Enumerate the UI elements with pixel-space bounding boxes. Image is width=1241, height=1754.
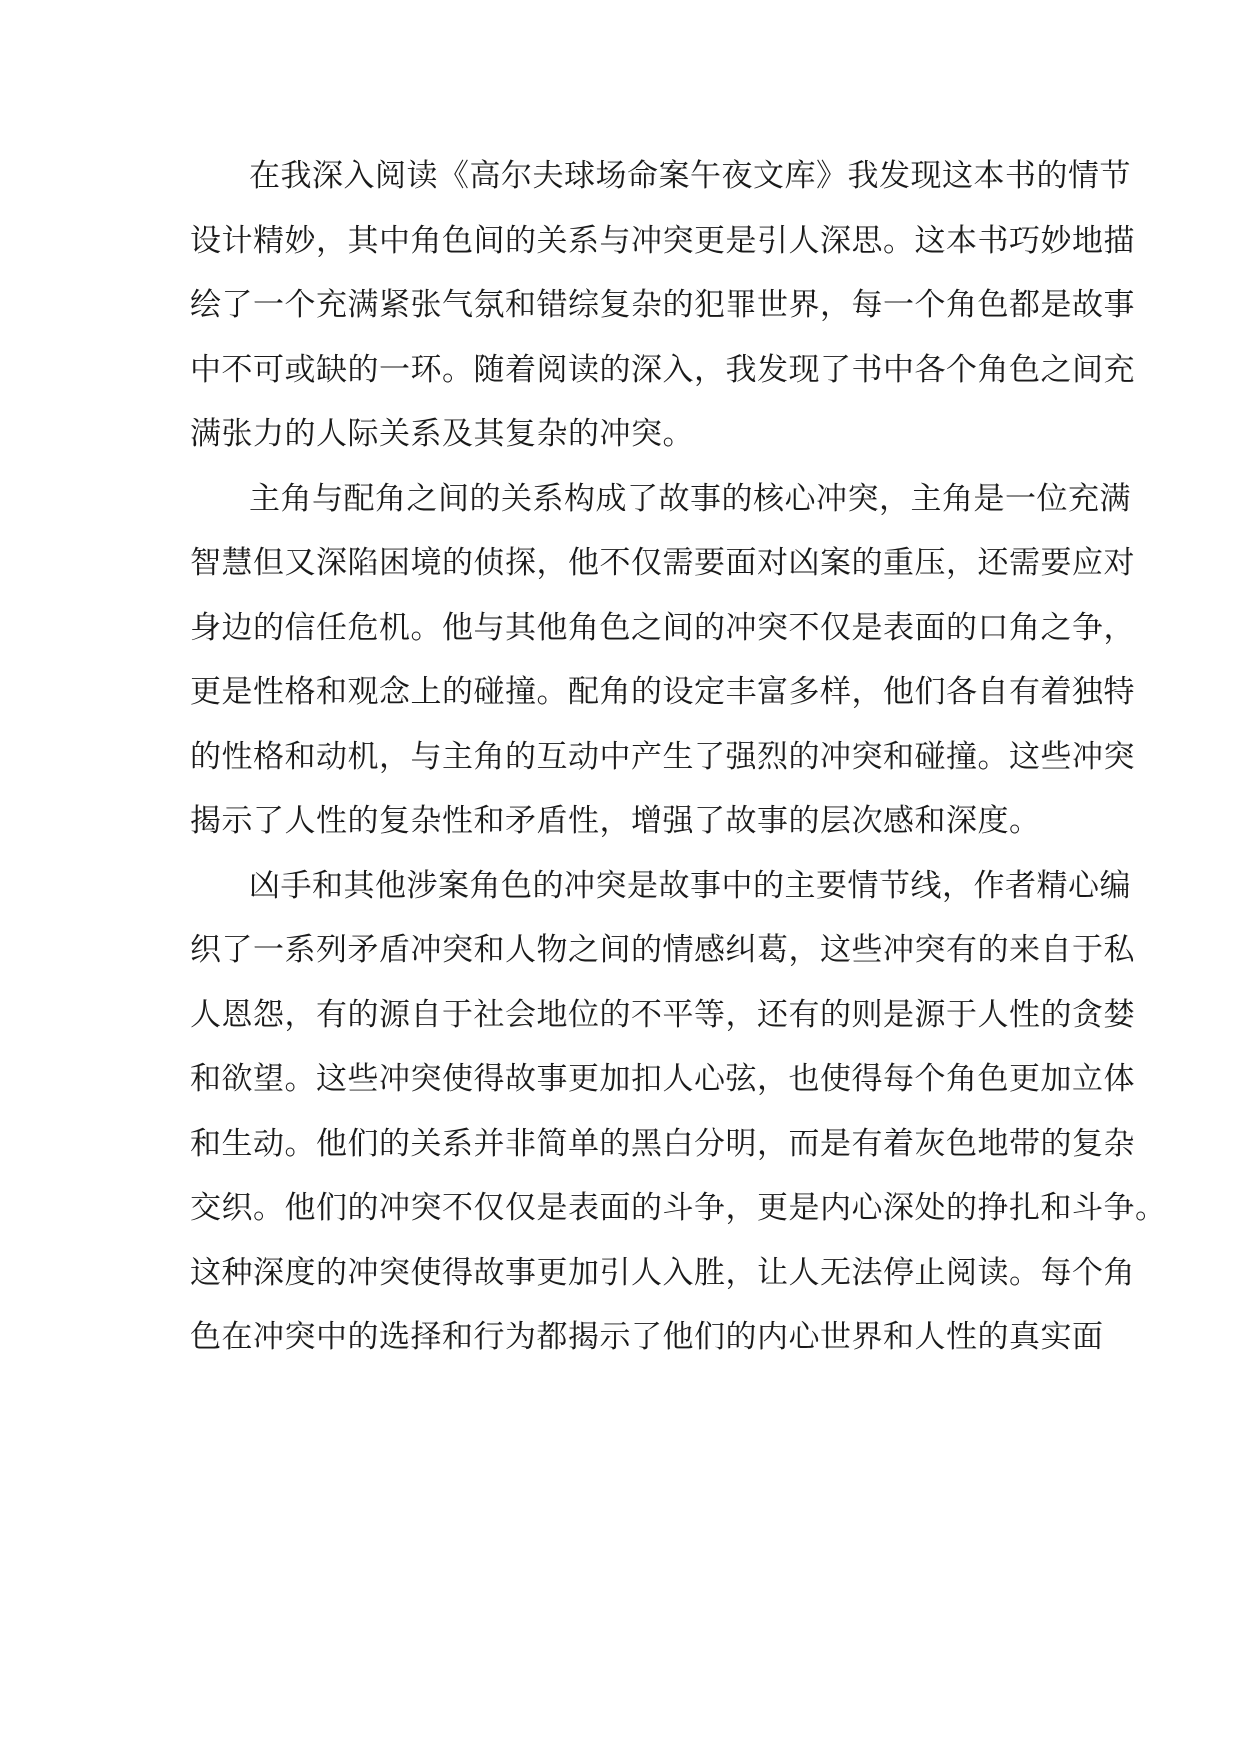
paragraph-3-line-1: 凶手和其他涉案角色的冲突是故事中的主要情节线，作者精心编 (249, 867, 1131, 904)
paragraph-3-line-7: 这种深度的冲突使得故事更加引人入胜，让人无法停止阅读。每个角 (190, 1254, 1135, 1291)
paragraph-1-line-2: 设计精妙，其中角色间的关系与冲突更是引人深思。这本书巧妙地描 (190, 222, 1135, 259)
paragraph-2-line-2: 智慧但又深陷困境的侦探，他不仅需要面对凶案的重压，还需要应对 (190, 545, 1135, 581)
paragraph-1-line-5: 满张力的人际关系及其复杂的冲突。 (190, 416, 694, 452)
paragraph-3-line-3: 人恩怨，有的源自于社会地位的不平等，还有的则是源于人性的贪婪 (190, 996, 1135, 1033)
paragraph-2-line-5: 的性格和动机，与主角的互动中产生了强烈的冲突和碰撞。这些冲突 (190, 738, 1135, 775)
paragraph-2-line-4: 更是性格和观念上的碰撞。配角的设定丰富多样，他们各自有着独特 (190, 674, 1135, 710)
paragraph-1-line-1: 在我深入阅读《高尔夫球场命案午夜文库》我发现这本书的情节 (249, 158, 1131, 194)
paragraph-1-line-4: 中不可或缺的一环。随着阅读的深入，我发现了书中各个角色之间充 (190, 351, 1135, 388)
paragraph-3-line-4: 和欲望。这些冲突使得故事更加扣人心弦，也使得每个角色更加立体 (190, 1061, 1135, 1097)
paragraph-3-line-8: 色在冲突中的选择和行为都揭示了他们的内心世界和人性的真实面 (190, 1319, 1104, 1355)
paragraph-3-line-6: 交织。他们的冲突不仅仅是表面的斗争，更是内心深处的挣扎和斗争。 (190, 1190, 1167, 1226)
paragraph-3-line-2: 织了一系列矛盾冲突和人物之间的情感纠葛，这些冲突有的来自于私 (190, 932, 1135, 968)
body-text (190, 144, 1167, 1370)
paragraph-2-line-1: 主角与配角之间的关系构成了故事的核心冲突，主角是一位充满 (249, 480, 1131, 517)
paragraph-2-line-3: 身边的信任危机。他与其他角色之间的冲突不仅是表面的口角之争， (190, 609, 1135, 646)
paragraph-1-line-3: 绘了一个充满紧张气氛和错综复杂的犯罪世界，每一个角色都是故事 (190, 287, 1135, 323)
paragraph-2-line-6: 揭示了人性的复杂性和矛盾性，增强了故事的层次感和深度。 (190, 803, 1041, 839)
paragraph-3-line-5: 和生动。他们的关系并非简单的黑白分明，而是有着灰色地带的复杂 (190, 1125, 1135, 1162)
